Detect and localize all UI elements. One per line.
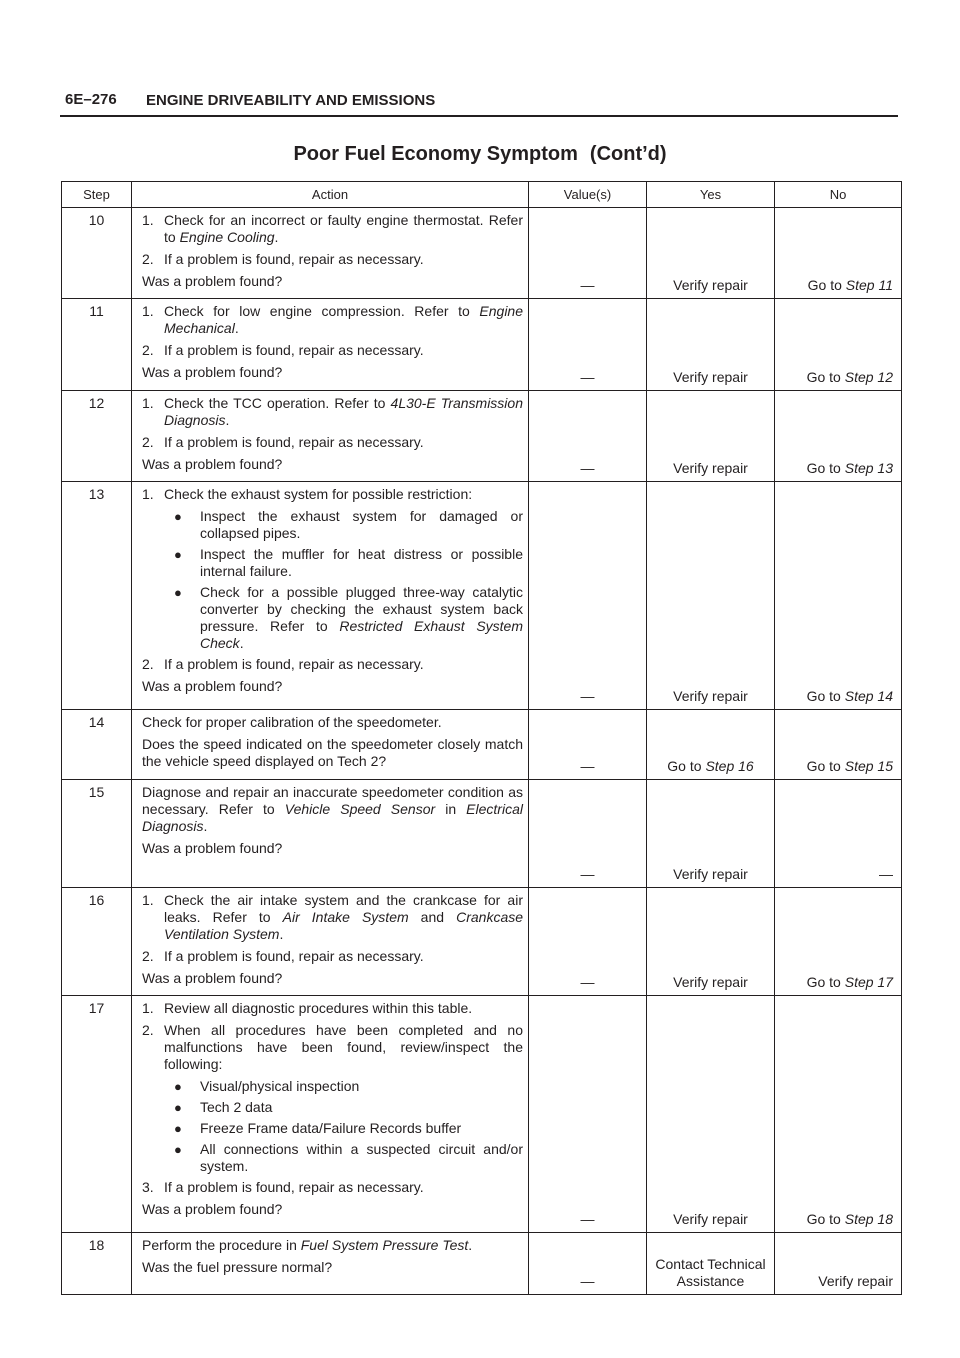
bullet-icon: ●	[174, 509, 182, 524]
instruction-text	[142, 970, 523, 987]
page-title-continued: (Cont’d)	[589, 143, 667, 165]
text-run: Contact Technical Assistance	[655, 1256, 766, 1289]
instruction-number: 1.	[142, 486, 154, 502]
instruction-text	[142, 456, 523, 473]
text-run: .	[274, 229, 279, 245]
yes-result	[647, 780, 775, 888]
action-cell	[132, 996, 529, 1233]
text-run: Go to	[806, 758, 845, 774]
text-run: Go to	[806, 460, 845, 476]
instruction-text	[142, 736, 523, 770]
text-run: and	[408, 909, 457, 925]
cross-reference: Engine Mechanical	[164, 303, 523, 336]
text-run: When all procedures have been completed and no malfunctions have been found, review/inspect the following:	[164, 1022, 523, 1072]
table-row	[62, 482, 902, 710]
numbered-instruction	[142, 892, 523, 943]
text-run: Visual/physical inspection	[200, 1078, 360, 1094]
diagnostic-table	[61, 181, 902, 1295]
bullet-icon: ●	[174, 1079, 182, 1094]
text-run: .	[239, 635, 244, 651]
instruction-text	[142, 784, 523, 835]
text-run: Was a problem found?	[142, 1201, 283, 1217]
bullet-item	[142, 1120, 523, 1137]
instruction-text	[142, 1201, 523, 1218]
value-cell: —	[529, 996, 647, 1233]
page-title	[0, 143, 960, 166]
step-number: 17	[62, 996, 132, 1233]
text-run: Go to	[806, 369, 845, 385]
col-header-no: No	[775, 182, 902, 208]
text-run: Go to	[807, 277, 846, 293]
text-run: Go to	[667, 758, 706, 774]
text-run: .	[234, 320, 239, 336]
bullet-icon: ●	[174, 1142, 182, 1157]
instruction-text	[142, 1259, 523, 1276]
cross-reference: Step 17	[844, 974, 893, 990]
value-cell: —	[529, 391, 647, 482]
bullet-item	[142, 546, 523, 580]
instruction-number: 3.	[142, 1179, 154, 1195]
col-header-action: Action	[132, 182, 529, 208]
no-result	[775, 1233, 902, 1295]
numbered-instruction	[142, 251, 523, 268]
step-number: 14	[62, 710, 132, 780]
text-run: Go to	[806, 974, 845, 990]
text-run: Check for an incorrect or faulty engine thermostat. Refer to	[164, 212, 523, 245]
instruction-number: 2.	[142, 434, 154, 450]
text-run: Perform the procedure in	[142, 1237, 301, 1253]
bullet-icon: ●	[174, 1121, 182, 1136]
text-run: Was a problem found?	[142, 456, 283, 472]
yes-result	[647, 391, 775, 482]
cross-reference: Step 11	[845, 277, 893, 293]
step-number: 18	[62, 1233, 132, 1295]
action-cell	[132, 780, 529, 888]
instruction-number: 2.	[142, 948, 154, 964]
text-run: Go to	[806, 688, 845, 704]
numbered-instruction	[142, 1000, 523, 1017]
cross-reference: Engine Cooling	[179, 229, 275, 245]
text-run: Was a problem found?	[142, 970, 283, 986]
table-row	[62, 710, 902, 780]
text-run: Diagnose and repair an inaccurate speedometer condition as necessary. Refer to	[142, 784, 523, 817]
text-run: Verify repair	[673, 866, 748, 882]
instruction-number: 2.	[142, 251, 154, 267]
cross-reference: Step 12	[844, 369, 893, 385]
action-cell	[132, 888, 529, 996]
bullet-icon: ●	[174, 1100, 182, 1115]
text-run: Verify repair	[673, 460, 748, 476]
value-cell: —	[529, 299, 647, 391]
table-row	[62, 299, 902, 391]
text-run: Verify repair	[673, 688, 748, 704]
cross-reference: Step 14	[844, 688, 893, 704]
numbered-instruction	[142, 212, 523, 246]
text-run: Check the air intake system and the crankcase for air leaks. Refer to	[164, 892, 523, 925]
numbered-instruction	[142, 1179, 523, 1196]
no-result	[775, 780, 902, 888]
cross-reference: Crankcase Ventilation System	[164, 909, 524, 942]
text-run: Check for low engine compression. Refer to	[164, 303, 480, 319]
yes-result	[647, 299, 775, 391]
text-run: Was the fuel pressure normal?	[142, 1259, 333, 1275]
text-run: Verify repair	[673, 369, 748, 385]
action-cell	[132, 710, 529, 780]
text-run: in	[435, 801, 467, 817]
page-number: 6E–276	[65, 91, 117, 108]
numbered-instruction	[142, 395, 523, 429]
text-run: If a problem is found, repair as necessary.	[164, 251, 424, 267]
text-run: Freeze Frame data/Failure Records buffer	[200, 1120, 462, 1136]
bullet-item	[142, 584, 523, 652]
value-cell: —	[529, 780, 647, 888]
step-number: 10	[62, 208, 132, 299]
text-run: —	[879, 866, 893, 882]
text-run: Was a problem found?	[142, 678, 283, 694]
text-run: Check the exhaust system for possible restriction:	[164, 486, 473, 502]
section-title: ENGINE DRIVEABILITY AND EMISSIONS	[146, 92, 436, 109]
text-run: .	[203, 818, 208, 834]
bullet-icon: ●	[174, 585, 182, 600]
table-row	[62, 996, 902, 1233]
table-header-row	[62, 182, 902, 208]
col-header-yes: Yes	[647, 182, 775, 208]
value-cell: —	[529, 208, 647, 299]
cross-reference: Vehicle Speed Sensor	[284, 801, 436, 817]
cross-reference: Restricted Exhaust System Check	[200, 618, 524, 651]
step-number: 15	[62, 780, 132, 888]
text-run: Verify repair	[818, 1273, 893, 1289]
bullet-item	[142, 508, 523, 542]
bullet-item	[142, 1099, 523, 1116]
text-run: Verify repair	[673, 277, 748, 293]
instruction-number: 1.	[142, 395, 154, 411]
instruction-number: 2.	[142, 342, 154, 358]
cross-reference: Fuel System Pressure Test	[300, 1237, 469, 1253]
text-run: Verify repair	[673, 974, 748, 990]
table-row	[62, 888, 902, 996]
cross-reference: Step 18	[844, 1211, 893, 1227]
instruction-number: 2.	[142, 1022, 154, 1038]
text-run: Inspect the muffler for heat distress or possible internal failure.	[200, 546, 523, 579]
instruction-number: 2.	[142, 656, 154, 672]
no-result	[775, 996, 902, 1233]
text-run: If a problem is found, repair as necessary.	[164, 434, 424, 450]
table-row	[62, 391, 902, 482]
cross-reference: Step 13	[844, 460, 893, 476]
bullet-item	[142, 1141, 523, 1175]
text-run: Check for proper calibration of the speedometer.	[142, 714, 442, 730]
yes-result	[647, 888, 775, 996]
text-run: Does the speed indicated on the speedometer closely match the vehicle speed displayed on Tech 2?	[142, 736, 523, 769]
cross-reference: Step 15	[844, 758, 893, 774]
numbered-instruction	[142, 486, 523, 503]
instruction-text	[142, 678, 523, 695]
value-cell: —	[529, 710, 647, 780]
instruction-number: 1.	[142, 212, 154, 228]
text-run: .	[279, 926, 284, 942]
page-title-main: Poor Fuel Economy Symptom	[293, 143, 578, 165]
no-result	[775, 299, 902, 391]
yes-result	[647, 996, 775, 1233]
header-rule	[60, 115, 898, 117]
action-cell	[132, 482, 529, 710]
text-run: Was a problem found?	[142, 840, 283, 856]
value-cell: —	[529, 888, 647, 996]
yes-result	[647, 482, 775, 710]
action-cell	[132, 299, 529, 391]
text-run: Tech 2 data	[200, 1099, 273, 1115]
instruction-text	[142, 364, 523, 381]
col-header-values: Value(s)	[529, 182, 647, 208]
no-result	[775, 208, 902, 299]
text-run: All connections within a suspected circuit and/or system.	[200, 1141, 523, 1174]
col-header-step: Step	[62, 182, 132, 208]
table-row	[62, 780, 902, 888]
text-run: .	[468, 1237, 473, 1253]
text-run: Inspect the exhaust system for damaged or collapsed pipes.	[200, 508, 523, 541]
bullet-icon: ●	[174, 547, 182, 562]
text-run: If a problem is found, repair as necessary.	[164, 656, 424, 672]
no-result	[775, 482, 902, 710]
text-run: Go to	[806, 1211, 845, 1227]
table-row	[62, 1233, 902, 1295]
text-run: Review all diagnostic procedures within this table.	[164, 1000, 473, 1016]
cross-reference: 4L30-E Transmission Diagnosis	[164, 395, 523, 428]
no-result	[775, 710, 902, 780]
no-result	[775, 888, 902, 996]
text-run: Verify repair	[673, 1211, 748, 1227]
numbered-instruction	[142, 303, 523, 337]
text-run: If a problem is found, repair as necessary.	[164, 1179, 424, 1195]
instruction-text	[142, 714, 523, 731]
step-number: 13	[62, 482, 132, 710]
cross-reference: Electrical Diagnosis	[142, 801, 523, 834]
instruction-text	[142, 273, 523, 290]
cross-reference: Step 16	[705, 758, 754, 774]
text-run: .	[225, 412, 230, 428]
text-run: If a problem is found, repair as necessary.	[164, 948, 424, 964]
text-run: Was a problem found?	[142, 273, 283, 289]
value-cell: —	[529, 1233, 647, 1295]
action-cell	[132, 391, 529, 482]
numbered-instruction	[142, 948, 523, 965]
instruction-text	[142, 1237, 523, 1254]
numbered-instruction	[142, 1022, 523, 1073]
yes-result	[647, 710, 775, 780]
step-number: 12	[62, 391, 132, 482]
value-cell: —	[529, 482, 647, 710]
instruction-number: 1.	[142, 303, 154, 319]
text-run: Was a problem found?	[142, 364, 283, 380]
instruction-number: 1.	[142, 1000, 154, 1016]
text-run: Check for a possible plugged three-way catalytic converter by checking the exhaust system back pressure. Refer to	[200, 584, 523, 634]
numbered-instruction	[142, 434, 523, 451]
cross-reference: Air Intake System	[282, 909, 409, 925]
no-result	[775, 391, 902, 482]
yes-result	[647, 208, 775, 299]
text-run: If a problem is found, repair as necessary.	[164, 342, 424, 358]
instruction-number: 1.	[142, 892, 154, 908]
text-run: Check the TCC operation. Refer to	[164, 395, 391, 411]
step-number: 16	[62, 888, 132, 996]
step-number: 11	[62, 299, 132, 391]
table-row	[62, 208, 902, 299]
numbered-instruction	[142, 342, 523, 359]
yes-result	[647, 1233, 775, 1295]
numbered-instruction	[142, 656, 523, 673]
bullet-item	[142, 1078, 523, 1095]
action-cell	[132, 1233, 529, 1295]
action-cell	[132, 208, 529, 299]
instruction-text	[142, 840, 523, 857]
